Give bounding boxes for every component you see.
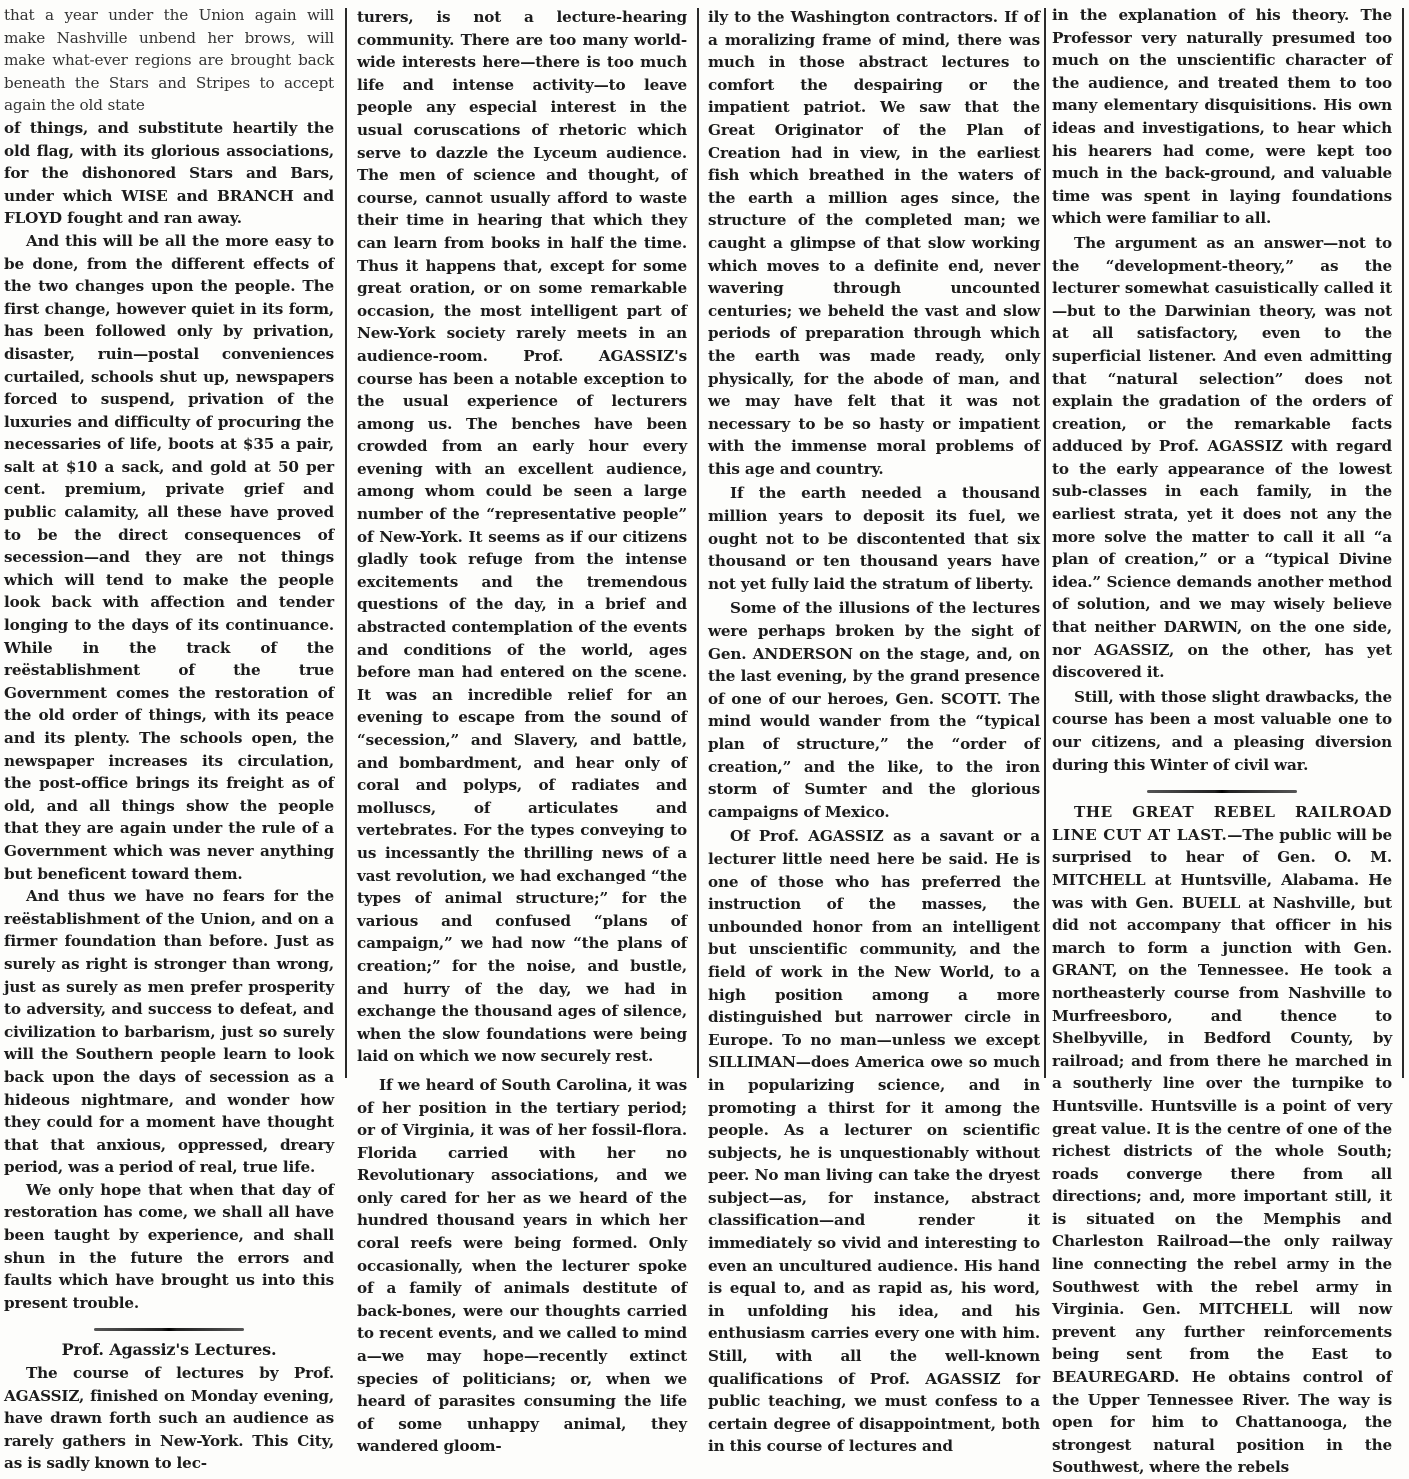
column-1 [4, 4, 334, 1475]
column-rule-3 [1044, 8, 1046, 1078]
paragraph: The course of lectures by Prof. AGASSIZ, finished on Monday evening, have drawn forth such an audience as rarely gathers in New-York. This City, as is sadly known to lec- [4, 1364, 334, 1473]
paragraph: ily to the Washington contractors. If of a moralizing frame of mind, there was much in those abstract lectures to comfort the despairing or the impatient patriot. We saw that the Great Originator of the Plan of Creation had in view, in the earliest fish which breathed in the waters of the earth a million ages since, the structure of the completed man; we caught a glimpse of that slow working which moves to a definite end, never wavering through uncounted centuries; we beheld the vast and slow periods of preparation through which the earth was made ready, only physically, for the abode of man, and we may have felt that it was not necessary to be so hasty or impatient with the immense moral problems of this age and country. [708, 8, 1040, 478]
article-railroad [1052, 801, 1392, 1479]
section-heading: Prof. Agassiz's Lectures. [61, 1340, 277, 1360]
paragraph: Some of the illusions of the lectures were perhaps broken by the sight of Gen. ANDERSON on the stage, and, on the last evening, by the grand presence of one of our heroes, Gen. SCOTT. The mind would wander from the “typical plan of structure,” the “order of creation,” and the like, to the iron storm of Sumter and the glorious campaigns of Mexico. [708, 599, 1040, 821]
paragraph: Of Prof. AGASSIZ as a savant or a lecturer little need here be said. He is one of those who has preferred the instruction of the masses, the unbounded honor from an intelligent but unscientific community, and the field of work in the New World, to a high position among a more distinguished but narrower circle in Europe. To no man—unless we except SILLIMAN—does America owe so much in popularizing science, and in promoting a thirst for it among the people. As a lecturer on scientific subjects, he is unquestionably without peer. No man living can take the dryest subject—as, for instance, abstract classification—and render it immediately so vivid and interesting to even an uncultured audience. His hand is equal to, and as rapid as, his word, in unfolding his idea, and his enthusiasm carries every one with him. Still, with all the well-known qualifications of Prof. AGASSIZ for public teaching, we must confess to a certain degree of disappointment, both in this course of lectures and [708, 827, 1040, 1456]
column-rule-4 [1402, 8, 1404, 1078]
paragraph: And thus we have no fears for the reëstablishment of the Union, and on a firmer foundation than before. Just as surely as right is stronger than wrong, just as surely as men prefer prosperity to adversity, and success to defeat, and civilization to barbarism, just so surely will the Southern people learn to look back upon the days of secession as a hideous nightmare, and wonder how they could for a moment have thought that that anxious, oppressed, dreary period, was a period of real, true life. [4, 887, 334, 1177]
paragraph: The argument as an answer—not to the “development-theory,” as the lecturer somewhat casuistically called it—but to the Darwinian theory, was not at all satisfactory, even to the superficial listener. And even admitting that “natural selection” does not explain the gradation of the orders of creation, or the remarkable facts adduced by Prof. AGASSIZ with regard to the early appearance of the lowest sub-classes in each family, in the earliest strata, yet it does not any the more solve the matter to call it all “a plan of creation,” or a “typical Divine idea.” Science demands another method of solution, and we may wisely believe that neither DARWIN, on the one side, nor AGASSIZ, on the other, has yet discovered it. [1052, 233, 1392, 682]
column-rule-1 [345, 8, 347, 1078]
article-lead: THE GREAT REBEL RAILROAD LINE CUT AT LAST. [1052, 803, 1392, 844]
article-body: —The public will be surprised to hear of Gen. O. M. MITCHELL at Huntsville, Alabama. He was with Gen. BUELL at Nashville, but did not accompany that officer in his march to form a junction with Gen. GRANT, on the Tennessee. He took a northeasterly course from Nashville to Murfreesboro, and thence to Shelbyville, in Bedford County, by railroad; and from there he marched in a southerly line over the turnpike to Huntsville. Huntsville is a point of very great value. It is the centre of one of the richest districts of the whole South; roads converge there from all directions; and, more important still, it is situated on the Memphis and Charleston Railroad—the only railway line connecting the rebel army in the Southwest with the rebel army in Virginia. Gen. MITCHELL will now prevent any further reinforcements being sent from the East to BEAUREGARD. He obtains control of the Upper Tennessee River. The way is open for him to Chattanooga, the strongest natural position in the Southwest, where the rebels [1052, 825, 1392, 1477]
clipping-top-fragment: that a year under the Union again will make Nashville unbend her brows, will make what-ever regions are brought back beneath the Stars and Stripes to accept again the old state [4, 6, 334, 115]
column-2 [357, 6, 687, 1458]
section-divider [1147, 790, 1297, 793]
paragraph: We only hope that when that day of restoration has come, we shall all have been taught by experience, and shall shun in the future the errors and faults which have brought us into this present trouble. [4, 1180, 334, 1312]
column-4 [1052, 4, 1392, 1479]
paragraph: in the explanation of his theory. The Professor very naturally presumed too much on the unscientific character of the audience, and treated them to too many elementary disquisitions. His own ideas and investigations, to hear which his hearers had come, were kept too much in the back-ground, and valuable time was spent in laying foundations which were familiar to all. [1052, 6, 1392, 228]
column-rule-2 [697, 8, 699, 1078]
paragraph: If the earth needed a thousand million years to deposit its fuel, we ought not to be discontented that six thousand or ten thousand years have not yet fully laid the stratum of liberty. [708, 484, 1040, 593]
paragraph: Still, with those slight drawbacks, the course has been a most valuable one to our citizens, and a pleasing diversion during this Winter of civil war. [1052, 687, 1392, 774]
paragraph: If we heard of South Carolina, it was of her position in the tertiary period; or of Virginia, it was of her fossil-flora. Florida carried with her no Revolutionary associations, and we only cared for her as we heard of the hundred thousand years in which her coral reefs were being formed. Only occasionally, when the lecturer spoke of a family of animals destitute of back-bones, were our thoughts carried to recent events, and we called to mind a—we may hope—recently extinct species of politicians; or, when we heard of parasites consuming the life of some unhappy animal, they wandered gloom- [357, 1075, 687, 1456]
paragraph: turers, is not a lecture-hearing community. There are too many world-wide interests here—there is too much life and intense activity—to leave people any especial interest in the usual coruscations of rhetoric which serve to dazzle the Lyceum audience. The men of science and thought, of course, cannot usually afford to waste their time in hearing that which they can learn from books in half the time. Thus it happens that, except for some great oration, or on some remarkable occasion, the most intelligent part of New-York society rarely meets in an audience-room. Prof. AGASSIZ's course has been a notable exception to the usual experience of lecturers among us. The benches have been crowded from an early hour every evening with an excellent audience, among whom could be seen a large number of the “representative people” of New-York. It seems as if our citizens gladly took refuge from the intense excitements and the tremendous questions of the day, in a brief and abstracted contemplation of the events and conditions of the world, ages before man had entered on the scene. It was an incredible relief for an evening to escape from the sound of “secession,” and Slavery, and battle, and bombardment, and hear only of coral and polyps, of radiates and molluscs, of articulates and vertebrates. For the types conveying to us incessantly the thrilling news of a vast revolution, we had exchanged “the types of animal structure;” for the various and confused “plans of campaign,” we had now “the plans of creation;” for the noise, and bustle, and hurry of the day, we had in exchange the thousand ages of silence, when the slow foundations were being laid on which we now securely rest. [357, 8, 687, 1066]
paragraph: And this will be all the more easy to be done, from the different effects of the two changes upon the people. The first change, however quiet in its form, has been followed only by privation, disaster, ruin—postal conveniences curtailed, schools shut up, newspapers forced to suspend, privation of the luxuries and difficulty of procuring the necessaries of life, boots at $35 a pair, salt at $10 a sack, and gold at 50 per cent. premium, private grief and public calamity, all these have proved to be the direct consequences of secession—and they are not things which will tend to make the people look back with affection and tender longing to the days of its continuance. While in the track of the reëstablishment of the true Government comes the restoration of the old order of things, with its peace and its plenty. The schools open, the newspaper increases its circulation, the post-office brings its freight as of old, and all things show the people that they are again under the rule of a Government which was never anything but beneficent toward them. [4, 231, 334, 883]
column-3 [708, 6, 1040, 1458]
paragraph: of things, and substitute heartily the old flag, with its glorious associations, for the dishonored Stars and Bars, under which WISE and BRANCH and FLOYD fought and ran away. [4, 118, 334, 228]
section-divider [94, 1328, 244, 1331]
